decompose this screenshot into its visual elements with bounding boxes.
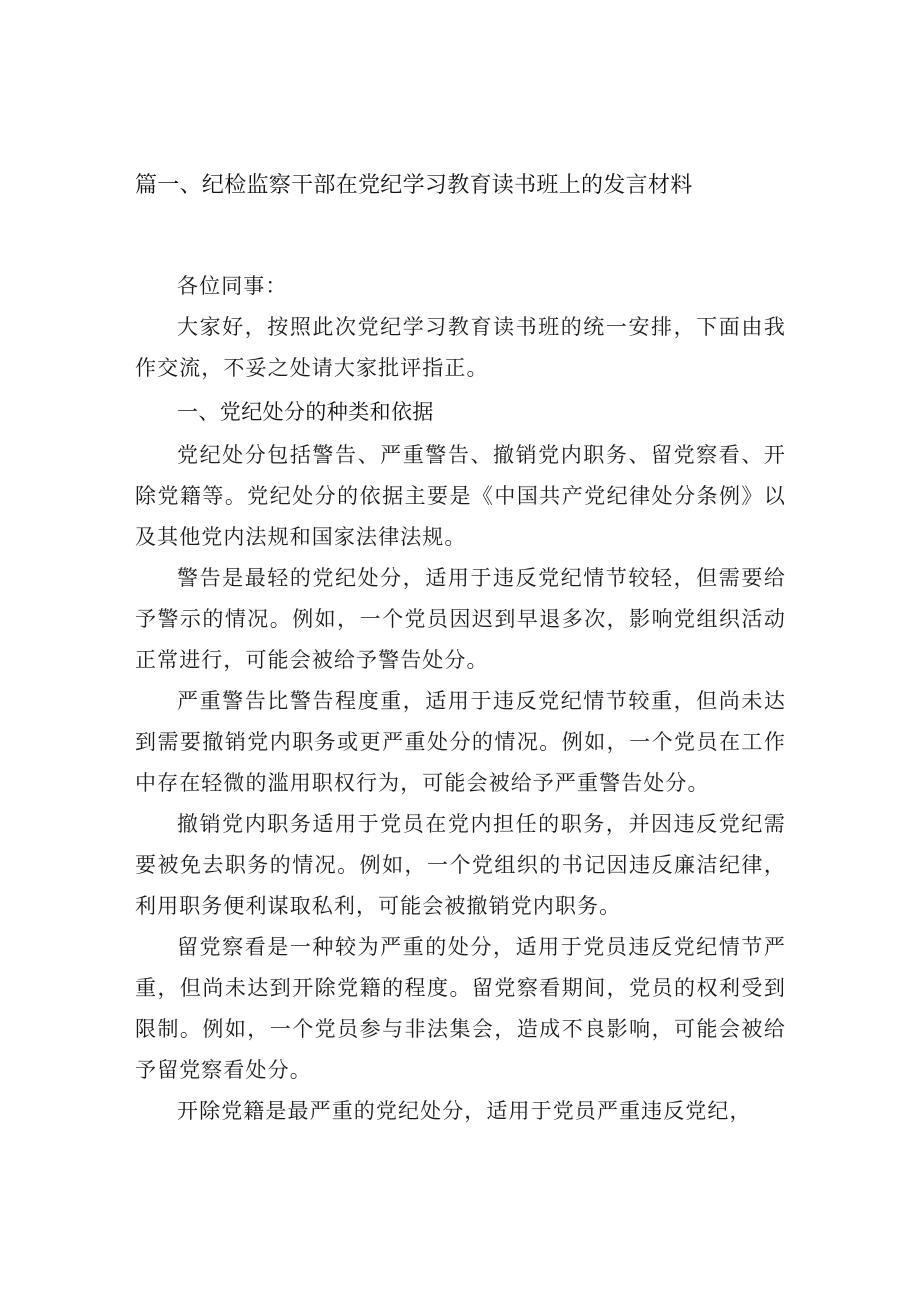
paragraph-serious-warning: 严重警告比警告程度重，适用于违反党纪情节较重，但尚未达到需要撤销党内职务或更严重处分的情况。例如，一个党员在工作中存在轻微的滥用职权行为，可能会被给予严重警告处分。 — [135, 689, 786, 795]
paragraph-expulsion: 开除党籍是最严重的党纪处分，适用于党员严重违反党纪， — [177, 1099, 752, 1123]
paragraph-removal-from-post: 撤销党内职务适用于党员在党内担任的职务，并因违反党纪需要被免去职务的情况。例如，一个党组织的书记因违反廉洁纪律，利用职务便利谋取私利，可能会被撤销党内职务。 — [135, 812, 786, 918]
paragraph-probation: 留党察看是一种较为严重的处分，适用于党员违反党纪情节严重，但尚未达到开除党籍的程度。留党察看期间，党员的权利受到限制。例如，一个党员参与非法集会，造成不良影响，可能会被给予留党察看处分。 — [135, 935, 786, 1082]
salutation: 各位同事： — [177, 274, 288, 298]
document-body — [135, 266, 786, 1132]
intro-paragraph: 大家好，按照此次党纪学习教育读书班的统一安排，下面由我作交流，不妥之处请大家批评指正。 — [135, 315, 786, 380]
section-heading: 一、党纪处分的种类和依据 — [177, 400, 434, 424]
paragraph-warning: 警告是最轻的党纪处分，适用于违反党纪情节较轻，但需要给予警示的情况。例如，一个党员因迟到早退多次，影响党组织活动正常进行，可能会被给予警告处分。 — [135, 566, 786, 672]
paragraph-disciplinary-types: 党纪处分包括警告、严重警告、撤销党内职务、留党察看、开除党籍等。党纪处分的依据主要是《中国共产党纪律处分条例》以及其他党内法规和国家法律法规。 — [135, 443, 786, 549]
document-title: 篇一、纪检监察干部在党纪学习教育读书班上的发言材料 — [135, 173, 693, 198]
